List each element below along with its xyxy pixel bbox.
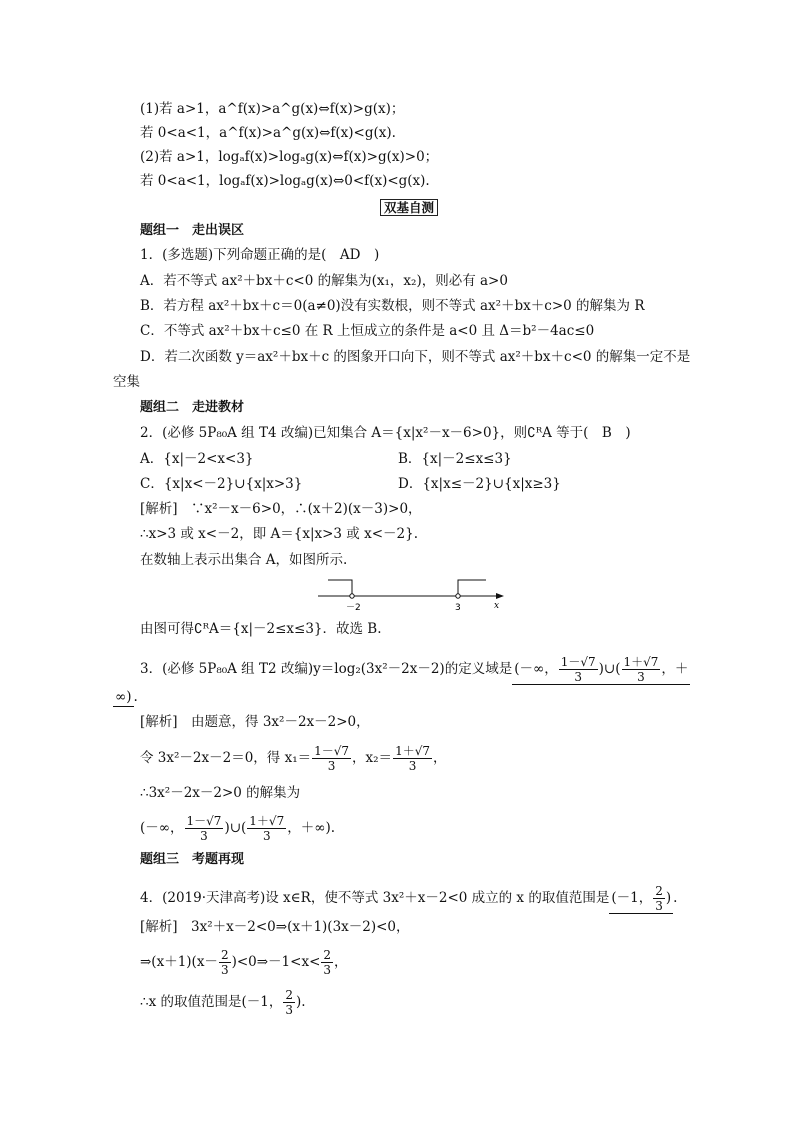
- fraction: [312, 744, 351, 773]
- q2-option-b: B．{x|－2≤x≤3}: [398, 451, 512, 467]
- q3-end: .: [133, 689, 138, 705]
- rule-exp-2: 若 0<a<1，a^f(x)>a^g(x)⇔f(x)<g(x).: [140, 125, 396, 141]
- fraction-denominator: 3: [262, 829, 271, 843]
- section-label-text: 双基自测: [380, 199, 438, 216]
- fraction: [622, 655, 661, 684]
- fraction-numerator: 1＋√7: [249, 814, 285, 828]
- fraction-denominator: 3: [327, 759, 336, 773]
- q1-option-b: B．若方程 ax²＋bx＋c＝0(a≠0)没有实数根，则不等式 ax²＋bx＋c>0 的解集为 R: [140, 298, 645, 314]
- rule-log-1: (2)若 a>1，logₐf(x)>logₐg(x)⇔f(x)>g(x)>0；: [140, 149, 439, 165]
- group-heading-1: 题组一 走出误区: [140, 223, 245, 238]
- question-2: 2．(必修 5P₈₀A 组 T4 改编)已知集合 A＝{x|x²－x－6>0}，则∁ᴿA 等于( B ): [140, 425, 631, 441]
- question-4-answer-blank: [609, 884, 673, 914]
- fraction-numerator: 1＋√7: [395, 744, 430, 758]
- q4-solution-2-c: ，: [334, 954, 348, 970]
- fraction-numerator: 2: [655, 884, 663, 898]
- fraction: [247, 814, 286, 843]
- open-point-3: [456, 594, 460, 598]
- q2-option-d: D．{x|x≤－2}∪{x|x≥3}: [398, 476, 561, 492]
- tick-label-3: 3: [455, 603, 461, 613]
- q3-solution-2-b: ，x₂＝: [352, 750, 393, 766]
- q3-solution-2-a: 令 3x²－2x－2＝0，得 x₁＝: [140, 750, 312, 766]
- q3-solution-2-c: ，: [432, 750, 447, 766]
- section-label: [380, 199, 438, 218]
- fraction-denominator: 3: [220, 963, 229, 977]
- axis-arrow-icon: [496, 593, 504, 599]
- q3-solution-4-a: (－∞，: [140, 820, 184, 836]
- q3-solution-3: ∴3x²－2x－2>0 的解集为: [140, 785, 301, 801]
- q1-option-d: D．若二次函数 y＝ax²＋bx＋c 的图象开口向下，则不等式 ax²＋bx＋c<0 的解集一定不是: [140, 349, 691, 365]
- fraction-numerator: 1－√7: [186, 814, 222, 828]
- fraction-denominator: 3: [655, 899, 663, 913]
- q3-solution-2: [140, 744, 446, 773]
- fraction-denominator: 3: [408, 759, 417, 773]
- q1-option-c: C．不等式 ax²＋bx＋c≤0 在 R 上恒成立的条件是 a<0 且 Δ＝b²－4ac≤0: [140, 323, 595, 339]
- q1-option-d-cont: 空集: [113, 374, 140, 390]
- q3-solution-4-c: ，＋∞).: [287, 820, 336, 836]
- q4-blank-part-a: (－1，: [611, 890, 653, 906]
- q3-blank-part-b: )∪(: [598, 661, 621, 677]
- ray-right: [458, 580, 486, 596]
- q4-solution-3-a: ∴x 的取值范围是(－1，: [140, 994, 283, 1010]
- q2-option-c: C．{x|x<－2}∪{x|x>3}: [140, 476, 303, 492]
- rule-log-2: 若 0<a<1，logₐf(x)>logₐg(x)⇔0<f(x)<g(x).: [140, 173, 430, 189]
- fraction-numerator: 1－√7: [560, 655, 596, 669]
- question-3-answer-blank: [512, 655, 690, 685]
- q4-solution-2-a: ⇒(x＋1)(x－: [140, 954, 218, 970]
- q4-solution-2-b: )<0⇒－1<x<: [231, 954, 321, 970]
- q4-solution-3-b: ).: [296, 994, 306, 1010]
- q2-option-a: A．{x|－2<x<3}: [140, 451, 254, 467]
- open-point-m2: [350, 594, 354, 598]
- q3-blank-part-c: ，＋: [661, 661, 689, 677]
- fraction: [653, 884, 665, 913]
- q4-solution-1: [解析] 3x²＋x－2<0⇒(x＋1)(3x－2)<0，: [140, 919, 410, 935]
- q4-end: .: [673, 890, 678, 906]
- fraction: [185, 814, 224, 843]
- q2-solution-4: 由图可得∁ᴿA＝{x|－2≤x≤3}．故选 B.: [140, 621, 382, 637]
- question-3-stem: 3．(必修 5P₈₀A 组 T2 改编)y＝log₂(3x²－2x－2)的定义域是: [140, 661, 513, 677]
- fraction: [219, 948, 231, 977]
- fraction-numerator: 1＋√7: [623, 655, 659, 669]
- number-line-figure: [310, 574, 510, 616]
- fraction-denominator: 3: [285, 1003, 293, 1017]
- q3-blank-part-a: (－∞，: [514, 661, 558, 677]
- tick-label-m2: －2: [346, 603, 361, 613]
- fraction: [321, 948, 333, 977]
- axis-label-x: x: [494, 601, 500, 611]
- rule-exp-1: (1)若 a>1，a^f(x)>a^g(x)⇔f(x)>g(x)；: [140, 101, 405, 117]
- q4-solution-3: [140, 988, 306, 1017]
- q4-solution-2: [140, 948, 348, 977]
- fraction: [283, 988, 295, 1017]
- ray-left: [328, 580, 352, 596]
- q3-solution-1: [解析] 由题意，得 3x²－2x－2>0，: [140, 714, 370, 730]
- q3-blank-part-d: ∞): [115, 689, 132, 705]
- q2-solution-1: [解析] ∵x²－x－6>0，∴(x＋2)(x－3)>0，: [140, 501, 422, 517]
- question-4-stem: 4．(2019·天津高考)设 x∈R，使不等式 3x²＋x－2<0 成立的 x 的取值范围是: [140, 890, 610, 906]
- fraction-denominator: 3: [200, 829, 208, 843]
- q2-solution-2: ∴x>3 或 x<－2，即 A＝{x|x>3 或 x<－2}.: [140, 526, 418, 542]
- question-1: 1．(多选题)下列命题正确的是( AD ): [140, 247, 380, 263]
- fraction-numerator: 2: [285, 988, 293, 1002]
- question-3: [140, 655, 690, 685]
- fraction-numerator: 2: [323, 948, 332, 962]
- fraction: [393, 744, 432, 773]
- q4-blank-part-b: ): [665, 890, 672, 906]
- fraction: [559, 655, 598, 684]
- q3-solution-4: [140, 814, 335, 843]
- group-heading-3: 题组三 考题再现: [140, 852, 245, 867]
- q3-solution-4-b: )∪(: [224, 820, 247, 836]
- fraction-numerator: 2: [220, 948, 229, 962]
- q2-solution-3: 在数轴上表示出集合 A，如图所示.: [140, 552, 348, 568]
- fraction-denominator: 3: [323, 963, 332, 977]
- group-heading-2: 题组二 走进教材: [140, 400, 245, 415]
- question-4: [140, 884, 677, 914]
- q1-option-a: A．若不等式 ax²＋bx＋c<0 的解集为(x₁，x₂)，则必有 a>0: [140, 273, 508, 289]
- fraction-numerator: 1－√7: [314, 744, 350, 758]
- question-3-cont: [113, 688, 138, 707]
- fraction-denominator: 3: [637, 670, 645, 684]
- fraction-denominator: 3: [574, 670, 582, 684]
